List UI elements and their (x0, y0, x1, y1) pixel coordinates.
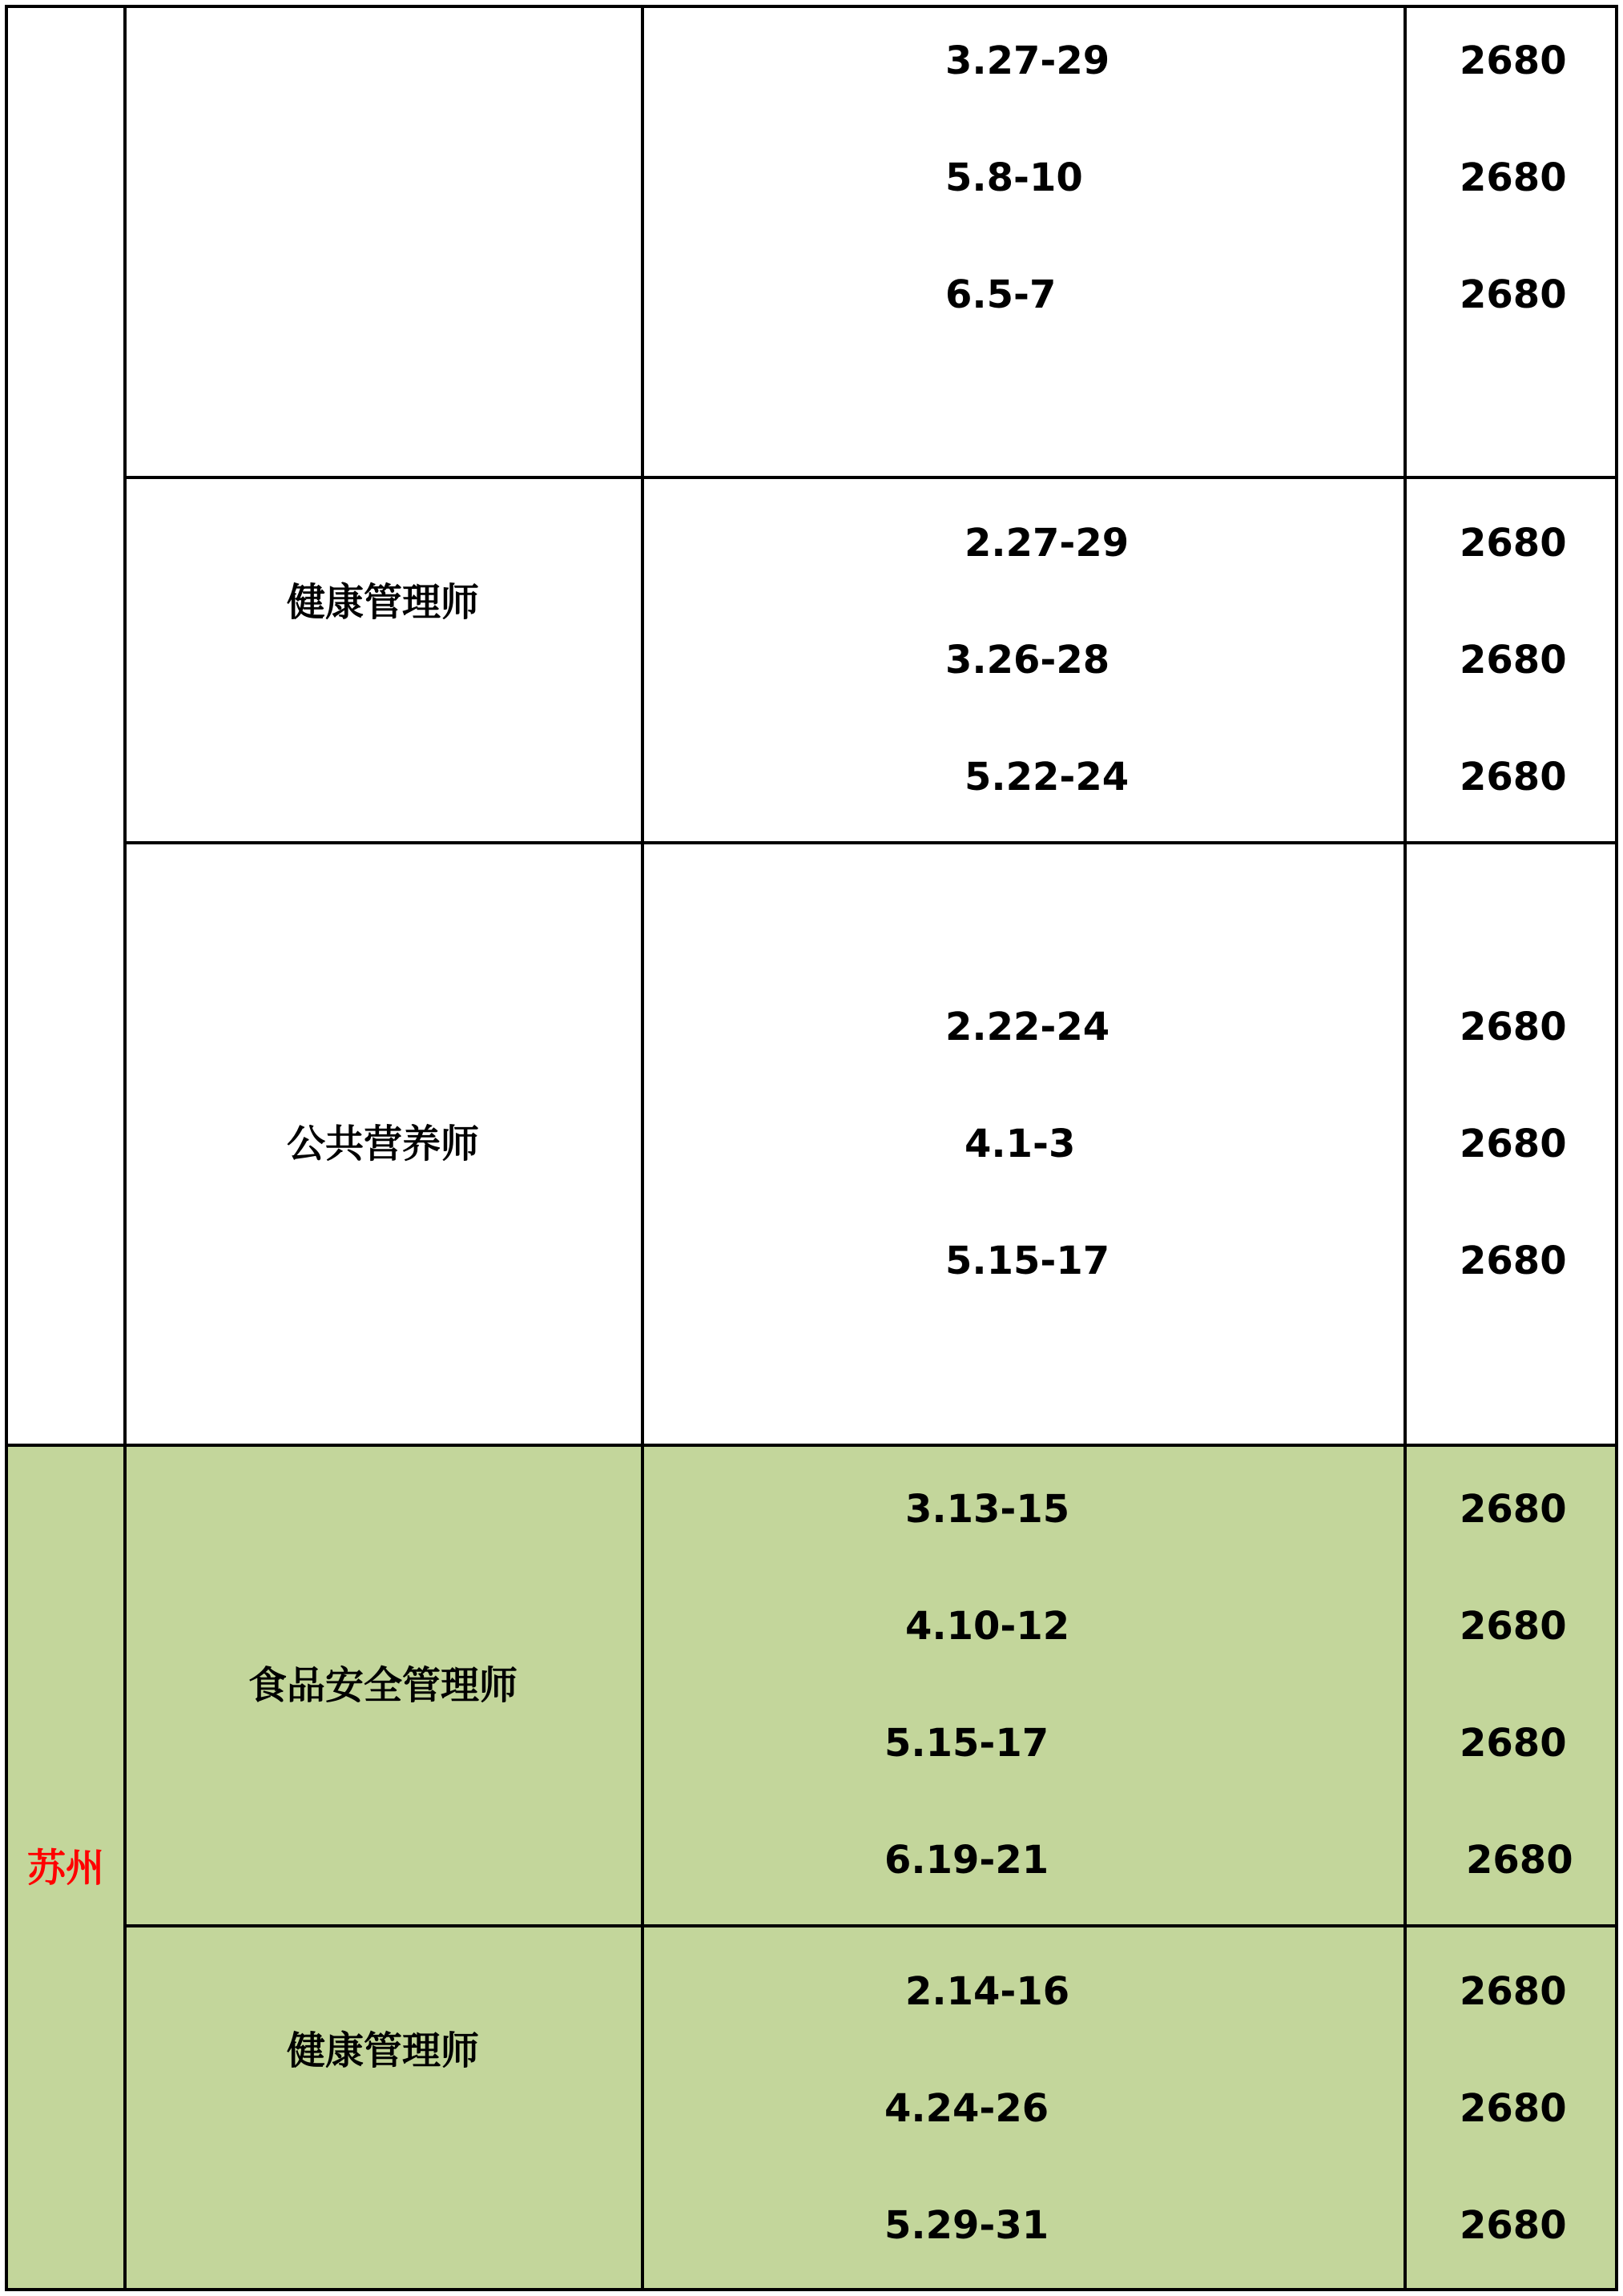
session-date: 5.15-17 (884, 1721, 1049, 1766)
session-date: 4.24-26 (884, 2086, 1049, 2131)
session-date: 5.8-10 (945, 155, 1083, 200)
session-price: 2680 (1460, 272, 1567, 317)
course-name: 公共营养师 (286, 1122, 480, 1166)
session-date: 3.13-15 (905, 1487, 1070, 1532)
session-date: 5.29-31 (884, 2203, 1049, 2248)
session-price: 2680 (1460, 521, 1567, 566)
session-price: 2680 (1460, 1604, 1567, 1649)
session-date: 5.22-24 (965, 755, 1130, 800)
session-price: 2680 (1460, 1122, 1567, 1166)
session-price: 2680 (1460, 638, 1567, 683)
session-price: 2680 (1460, 2086, 1567, 2131)
session-date: 3.27-29 (945, 38, 1110, 83)
city-name: 苏州 (26, 1846, 105, 1891)
course-name: 食品安全管理师 (248, 1663, 518, 1708)
course-name: 健康管理师 (286, 580, 480, 625)
course-name-cell (123, 5, 644, 479)
session-date: 6.5-7 (945, 272, 1057, 317)
session-price: 2680 (1460, 1005, 1567, 1049)
session-price: 2680 (1460, 1487, 1567, 1532)
session-date: 2.22-24 (945, 1005, 1110, 1049)
session-date: 2.14-16 (905, 1969, 1070, 2014)
session-date: 3.26-28 (945, 638, 1110, 683)
session-price: 2680 (1460, 2203, 1567, 2248)
session-date: 4.10-12 (905, 1604, 1070, 1649)
session-price: 2680 (1460, 38, 1567, 83)
session-price: 2680 (1460, 1239, 1567, 1283)
session-price: 2680 (1466, 1838, 1573, 1883)
city-cell (5, 5, 127, 1447)
course-name-cell (123, 1924, 644, 2291)
session-date: 5.15-17 (945, 1239, 1110, 1283)
session-date: 4.1-3 (965, 1122, 1076, 1166)
session-price: 2680 (1460, 155, 1567, 200)
course-name-cell (123, 476, 644, 844)
session-price: 2680 (1460, 755, 1567, 800)
session-price: 2680 (1460, 1721, 1567, 1766)
session-date: 6.19-21 (884, 1838, 1049, 1883)
session-price: 2680 (1460, 1969, 1567, 2014)
session-date: 2.27-29 (965, 521, 1130, 566)
course-name: 健康管理师 (286, 2028, 480, 2073)
